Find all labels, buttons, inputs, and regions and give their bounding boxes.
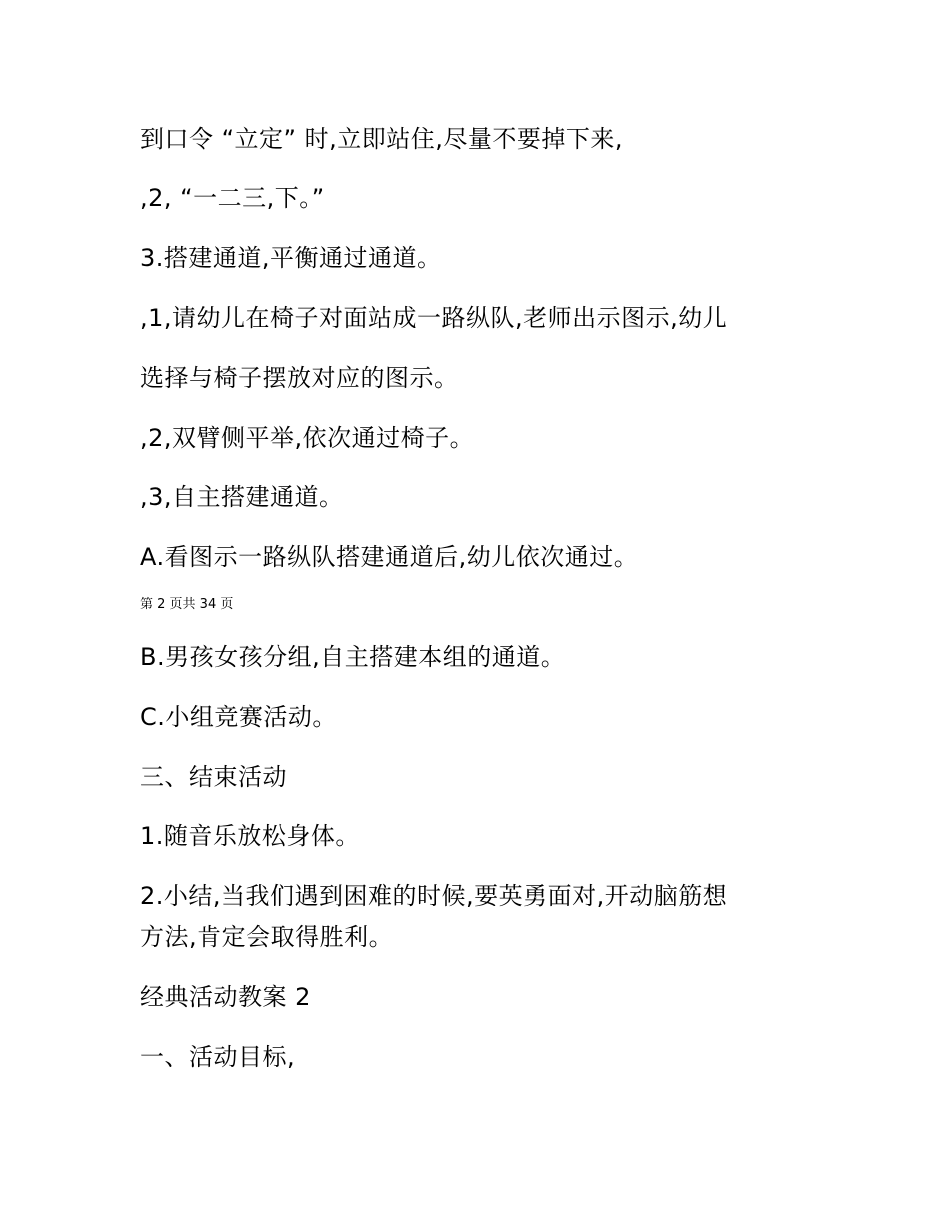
document-title: 经典活动教案 2	[140, 983, 311, 1011]
body-text-line: ,2, “一二三,下。”	[140, 184, 325, 212]
page-number-footer: 第 2 页共 34 页	[140, 597, 234, 612]
body-text-line: 到口令 “立定” 时,立即站住,尽量不要掉下来,	[140, 125, 624, 153]
body-text-line: 1.随音乐放松身体。	[140, 822, 360, 850]
body-text-line: A.看图示一路纵队搭建通道后,幼儿依次通过。	[140, 543, 639, 571]
body-text-line: ,1,请幼儿在椅子对面站成一路纵队,老师出示图示,幼儿	[140, 304, 728, 332]
body-text-line: ,3,自主搭建通道。	[140, 483, 344, 511]
section-step-heading: 3.搭建通道,平衡通过通道。	[140, 244, 442, 272]
body-text-line: C.小组竞赛活动。	[140, 703, 337, 731]
body-text-line: B.男孩女孩分组,自主搭建本组的通道。	[140, 643, 566, 671]
body-text-line: 选择与椅子摆放对应的图示。	[140, 364, 459, 392]
body-text-line: 2.小结,当我们遇到困难的时候,要英勇面对,开动脑筋想	[140, 882, 728, 910]
section-heading: 三、结束活动	[140, 763, 287, 791]
body-text-line: ,2,双臂侧平举,依次通过椅子。	[140, 424, 475, 452]
section-heading: 一、活动目标,	[140, 1043, 296, 1071]
body-text-line: 方法,肯定会取得胜利。	[140, 923, 394, 951]
